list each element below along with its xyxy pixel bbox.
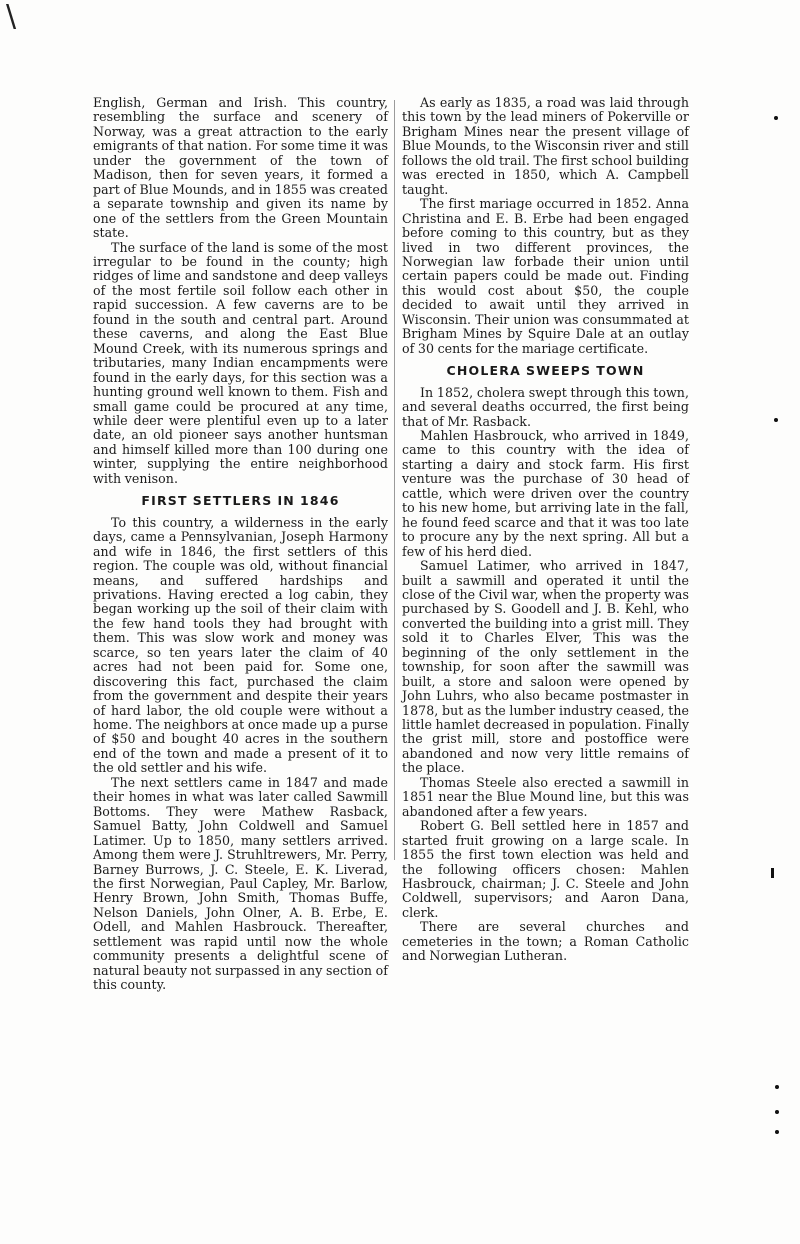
scan-dot xyxy=(775,1085,779,1089)
section-heading-first-settlers: FIRST SETTLERS IN 1846 xyxy=(141,493,340,509)
scan-dot xyxy=(774,116,778,120)
paragraph: In 1852, cholera swept through this town, and several deaths occurred, the first being that of Mr. Rasback. xyxy=(402,384,689,429)
paragraph: Samuel Latimer, who arrived in 1847, built a sawmill and operated it until the close of the Civil war, when the property was purchased by S. Goodell and J. B. Kehl, who converted the building into a grist mill. They sold it to Charles Elver, This was the beginning of the only settlement in the township, for soon after the sawmill was built, a store and saloon were opened by John Luhrs, who also became postmaster in 1878, but as the lumber industry ceased, the little hamlet decreased in population. Finally the grist mill, store and postoffice were abandoned and now very little remains of the place. xyxy=(402,558,689,776)
paragraph: The next settlers came in 1847 and made their homes in what was later called Sawmill Bottoms. They were Mathew Rasback, Samuel Batty, John Coldwell and Samuel Latimer. Up to 1850, many settlers arrived. Among them were J. Struhltrewers, Mr. Perry, Barney Burrows, J. C. Steele, E. K. Liverad, the first Norwegian, Paul Capley, Mr. Barlow, Henry Brown, John Smith, Thomas Buffe, Nelson Daniels, John Olner, A. B. Erbe, E. Odell, and Mahlen Hasbrouck. Thereafter, settlement was rapid until now the whole community presents a delightful scene of natural beauty not surpassed in any section of this county. xyxy=(93,774,388,993)
scan-dot xyxy=(774,418,778,422)
scan-dot xyxy=(775,1130,779,1134)
paragraph: Robert G. Bell settled here in 1857 and started fruit growing on a large scale. In 1855 the first town election was held and the following officers chosen: Mahlen Hasbrouck, chairman; J. C. Steele and John Coldwell, supervisors; and Aaron Dana, clerk. xyxy=(402,818,689,920)
paragraph: English, German and Irish. This country, resembling the surface and scenery of Norway, was a great attraction to the early emigrants of that nation. For some time it was under the government of the town of Madison, then for seven years, it formed a part of Blue Mounds, and in 1855 was created a separate township and given its name by one of the settlers from the Green Mountain state. xyxy=(93,95,388,241)
right-column xyxy=(402,96,689,964)
paragraph: To this country, a wilderness in the early days, came a Pennsylvanian, Joseph Harmony and wife in 1846, the first settlers of this region. The couple was old, without financial means, and suffered hardships and privations. Having erected a log cabin, they began working up the soil of their claim with the few hand tools they had brought with them. This was slow work and money was scarce, so ten years later the claim of 40 acres had not been paid for. Some one, discovering this fact, purchased the claim from the government and despite their years of hard labor, the old couple were without a home. The neighbors at once made up a purse of $50 and bought 40 acres in the southern end of the town and made a present of it to the old settler and his wife. xyxy=(93,514,388,776)
paragraph: There are several churches and cemeteries in the town; a Roman Catholic and Norwegian Lutheran. xyxy=(402,919,689,964)
scan-dot xyxy=(775,1110,779,1114)
section-heading-cholera: CHOLERA SWEEPS TOWN xyxy=(446,363,645,379)
paragraph: Thomas Steele also erected a sawmill in 1851 near the Blue Mound line, but this was abandoned after a few years. xyxy=(402,774,689,819)
paragraph: The first mariage occurred in 1852. Anna Christina and E. B. Erbe had been engaged before coming to this country, but as they lived in two different provinces, the Norwegian law forbade their union until certain papers could be made out. Finding this would cost about $50, the couple decided to await until they arrived in Wisconsin. Their union was consummated at Brigham Mines by Squire Dale at an outlay of 30 cents for the mariage certificate. xyxy=(402,196,689,356)
paragraph: The surface of the land is some of the most irregular to be found in the county; high ridges of lime and sandstone and deep valleys of the most fertile soil follow each other in rapid succession. A few caverns are to be found in the south and central part. Around these caverns, and along the East Blue Mound Creek, with its numerous springs and tributaries, many Indian encampments were found in the early days, for this section was a hunting ground well known to them. Fish and small game could be procured at any time, while deer were plentiful even up to a later date, an old pioneer says another huntsman and himself killed more than 100 during one winter, supplying the entire neighborhood with venison. xyxy=(93,239,388,486)
paragraph: As early as 1835, a road was laid through this town by the lead miners of Pokerville or Brigham Mines near the present village of Blue Mounds, to the Wisconsin river and still follows the old trail. The first school building was erected in 1850, which A. Campbell taught. xyxy=(402,95,689,197)
corner-mark: \ xyxy=(6,0,17,34)
scan-mark xyxy=(771,868,774,878)
paragraph: Mahlen Hasbrouck, who arrived in 1849, came to this country with the idea of starting a dairy and stock farm. His first venture was the purchase of 30 head of cattle, which were driven over the country to his new home, but arriving late in the fall, he found feed scarce and that it was too late to procure any by the next spring. All but a few of his herd died. xyxy=(402,427,689,559)
left-column xyxy=(93,96,388,993)
column-divider xyxy=(394,100,395,860)
